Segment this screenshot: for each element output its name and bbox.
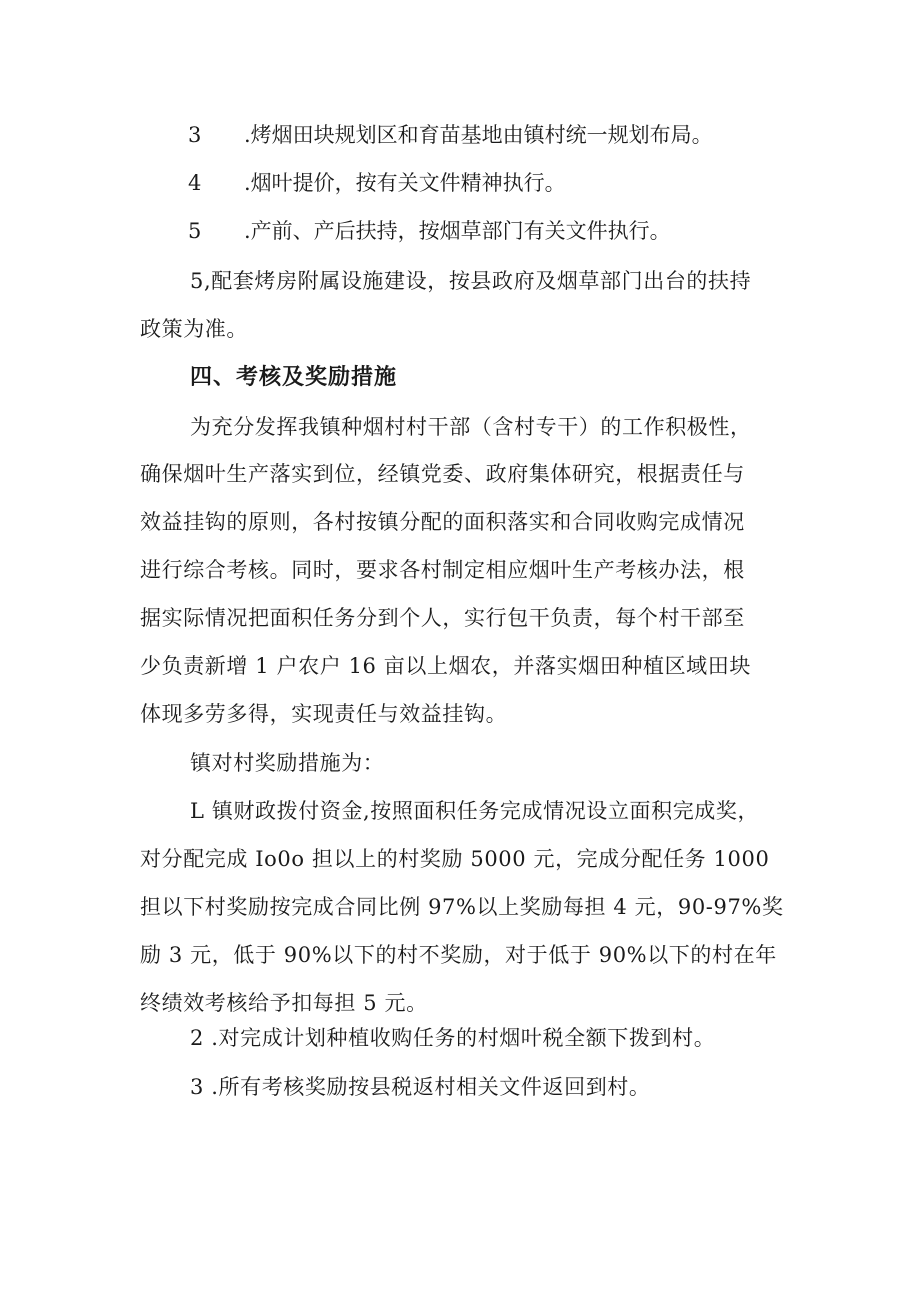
- item-text: .烤烟田块规划区和育苗基地由镇村统一规划布局。: [244, 123, 713, 147]
- paragraph-line: 进行综合考核。同时，要求各村制定相应烟叶生产考核办法，根: [140, 558, 745, 582]
- paragraph-line: 为充分发挥我镇种烟村村干部（含村专干）的工作积极性，: [190, 415, 752, 439]
- paragraph-line: 5,配套烤房附属设施建设，按县政府及烟草部门出台的扶持: [190, 269, 752, 293]
- list-item: 2 .对完成计划种植收购任务的村烟叶税全额下拨到村。: [190, 1026, 716, 1050]
- list-item: [188, 168, 566, 198]
- paragraph-line: 政策为准。: [140, 317, 248, 341]
- item-text: .产前、产后扶持，按烟草部门有关文件执行。: [244, 219, 671, 243]
- paragraph-line: 据实际情况把面积任务分到个人，实行包干负责，每个村干部至: [140, 606, 745, 630]
- paragraph-line: 确保烟叶生产落实到位，经镇党委、政府集体研究，根据责任与: [140, 462, 745, 486]
- item-text: .烟叶提价，按有关文件精神执行。: [244, 171, 566, 195]
- reward-intro: 镇对村奖励措施为：: [190, 751, 385, 775]
- paragraph-line: 终绩效考核给予扣每担 5 元。: [140, 991, 428, 1015]
- paragraph-line: 对分配完成 Io0o 担以上的村奖励 5000 元，完成分配任务 1000: [140, 847, 770, 871]
- paragraph-line: 体现多劳多得，实现责任与效益挂钩。: [140, 702, 508, 726]
- item-number: 5: [188, 219, 202, 243]
- paragraph-line: 励 3 元，低于 90%以下的村不奖励，对于低于 90%以下的村在年: [140, 943, 777, 967]
- item-number: 3: [188, 123, 202, 147]
- paragraph-line: 效益挂钩的原则，各村按镇分配的面积落实和合同收购完成情况: [140, 510, 745, 534]
- list-item: [188, 216, 671, 246]
- item-number: 4: [188, 171, 202, 195]
- list-item: 3 .所有考核奖励按县税返村相关文件返回到村。: [190, 1075, 651, 1099]
- section-heading: 四、考核及奖励措施: [190, 365, 398, 390]
- paragraph-line: 担以下村奖励按完成合同比例 97%以上奖励每担 4 元，90-97%奖: [140, 895, 784, 919]
- paragraph-line: L 镇财政拨付资金,按照面积任务完成情况设立面积完成奖，: [190, 799, 760, 823]
- list-item: [188, 120, 713, 150]
- paragraph-line: 少负责新增 1 户农户 16 亩以上烟农，并落实烟田种植区域田块: [140, 654, 751, 678]
